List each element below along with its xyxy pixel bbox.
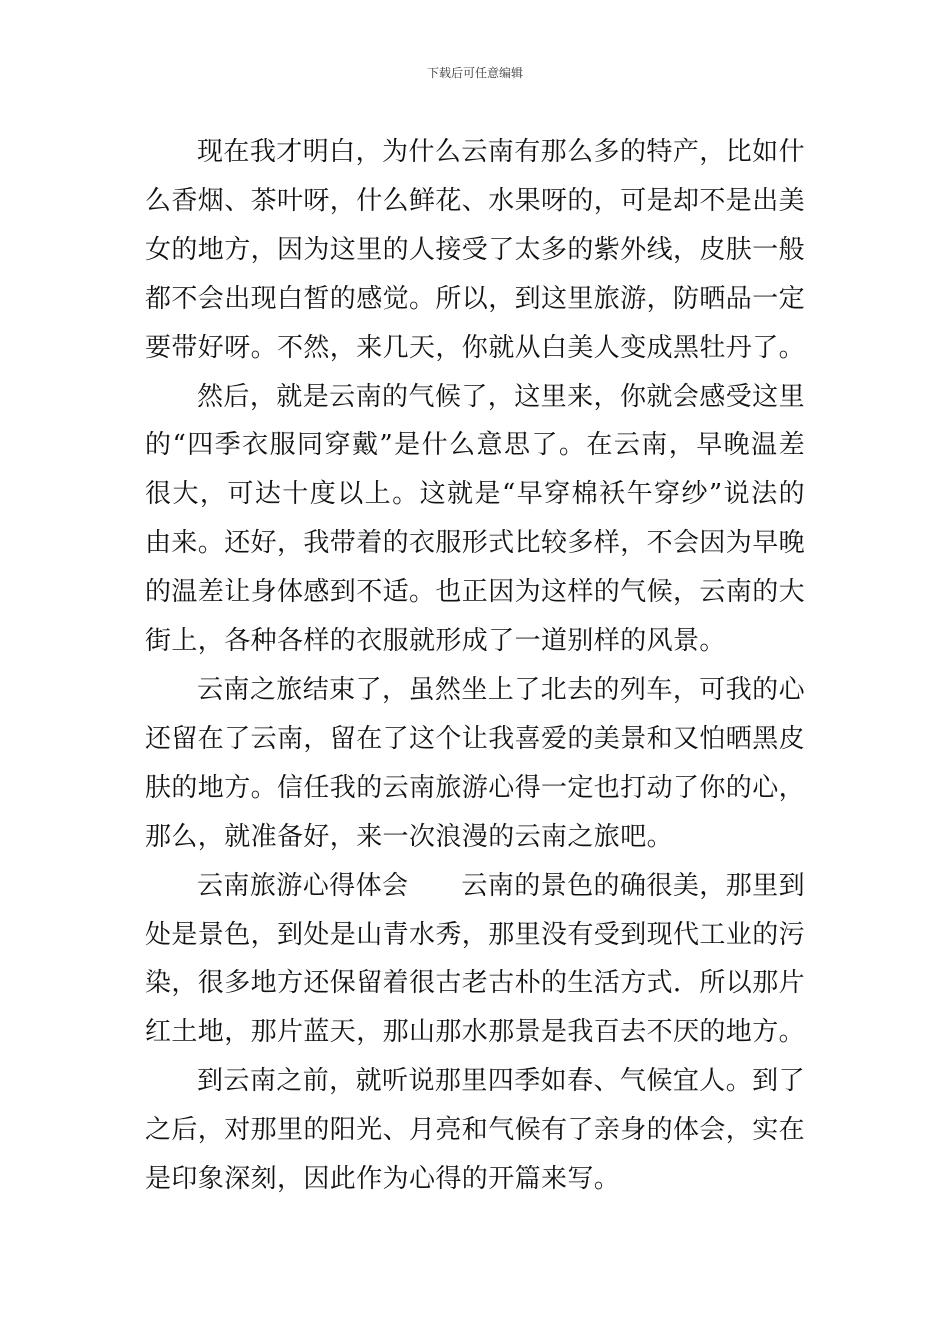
document-body — [145, 128, 805, 1204]
paragraph-3: 云南之旅结束了，虽然坐上了北去的列车，可我的心还留在了云南，留在了这个让我喜爱的美景和又怕晒黑皮肤的地方。信任我的云南旅游心得一定也打动了你的心，那么，就准备好，来一次浪漫的云南之旅吧。 — [145, 674, 806, 852]
page-header: 下载后可任意编辑 — [426, 66, 523, 80]
paragraph-2: 然后，就是云南的气候了，这里来，你就会感受这里的“四季衣服同穿戴”是什么意思了。在云南，早晚温差很大，可达十度以上。这就是“早穿棉袄午穿纱”说法的由来。还好，我带着的衣服形式比较多样，不会因为早晚的温差让身体感到不适。也正因为这样的气候，云南的大街上，各种各样的衣服就形成了一道别样的风景。 — [145, 381, 806, 657]
paragraph-4: 云南旅游心得体会 云南的景色的确很美，那里到处是景色，到处是山青水秀，那里没有受到现代工业的污染，很多地方还保留着很古老古朴的生活方式．所以那片红土地，那片蓝天，那山那水那景是我百去不厌的地方。 — [145, 870, 806, 1048]
paragraph-1: 现在我才明白，为什么云南有那么多的特产，比如什么香烟、茶叶呀，什么鲜花、水果呀的，可是却不是出美女的地方，因为这里的人接受了太多的紫外线，皮肤一般都不会出现白皙的感觉。所以，到这里旅游，防晒品一定要带好呀。不然，来几天，你就从白美人变成黑牡丹了。 — [145, 137, 806, 363]
paragraph-5: 到云南之前，就听说那里四季如春、气候宜人。到了之后，对那里的阳光、月亮和气候有了亲身的体会，实在是印象深刻，因此作为心得的开篇来写。 — [145, 1066, 806, 1195]
